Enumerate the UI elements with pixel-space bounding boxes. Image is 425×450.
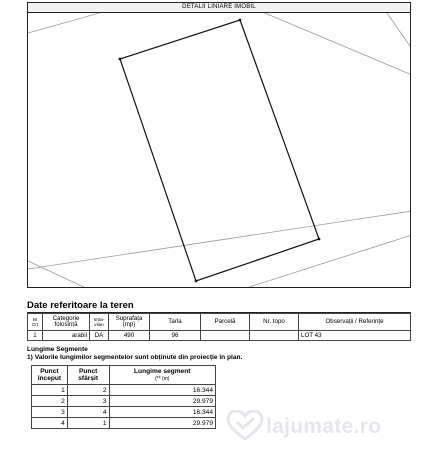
vertex-marker — [318, 238, 321, 241]
cell-intravilan: DA — [90, 331, 109, 341]
neighbor-line — [243, 235, 411, 288]
col-nr-crt: Nr Crt — [28, 314, 43, 331]
col-lungime-label: Lungime segment — [134, 367, 191, 375]
col-categorie: Categorie folosință — [43, 314, 90, 331]
col-tarla: Tarla — [150, 314, 201, 331]
teren-section-title: Date referitoare la teren — [27, 300, 134, 311]
vertex-marker — [239, 19, 242, 22]
cell-end: 3 — [67, 396, 109, 407]
teren-header-row — [28, 314, 411, 331]
cell-end: 4 — [67, 407, 109, 418]
table-row — [28, 331, 411, 341]
cell-observatii: LOT 43 — [299, 331, 411, 341]
col-lungime-unit: (** (m) — [155, 375, 170, 382]
cell-start: 1 — [32, 385, 68, 396]
parcel-map — [27, 2, 411, 288]
cell-categorie: arabil — [43, 331, 90, 341]
cell-start: 3 — [32, 407, 68, 418]
watermark — [226, 405, 422, 449]
neighbor-line — [241, 3, 411, 75]
cell-suprafata: 490 — [109, 331, 150, 341]
vertex-marker — [195, 280, 198, 283]
table-row — [32, 385, 216, 396]
cell-tarla: 96 — [150, 331, 201, 341]
parcel-drawing — [28, 3, 411, 288]
col-lungime — [109, 366, 216, 385]
segmente-note: 1) Valorile lungimilor segmentelor sunt obținute din proiecție în plan. — [27, 354, 243, 361]
parcel-outline — [120, 20, 319, 281]
segmente-table — [31, 365, 216, 429]
col-nr-topo: Nr. topo — [250, 314, 299, 331]
cell-length: 29.979 — [109, 418, 216, 429]
segmente-header-row — [32, 366, 216, 385]
cell-nr-crt: 1 — [28, 331, 43, 341]
neighbor-line — [28, 211, 411, 269]
cell-length: 29.979 — [109, 396, 216, 407]
cell-end: 1 — [67, 418, 109, 429]
vertex-marker — [119, 58, 122, 61]
cell-length: 16.344 — [109, 385, 216, 396]
cell-length: 16.344 — [109, 407, 216, 418]
cell-start: 2 — [32, 396, 68, 407]
neighbor-line — [28, 261, 88, 288]
cell-start: 4 — [32, 418, 68, 429]
col-intravilan: Intra- vilan — [90, 314, 109, 331]
cell-end: 2 — [67, 385, 109, 396]
segmente-title: Lungime Segmente — [27, 346, 88, 353]
table-row — [32, 418, 216, 429]
watermark-text: lajumate.ro — [266, 415, 382, 438]
cell-nr-topo — [250, 331, 299, 341]
teren-table — [27, 313, 411, 341]
table-row — [32, 407, 216, 418]
cell-parcela — [201, 331, 250, 341]
table-row — [32, 396, 216, 407]
map-title: DETALII LINIARE IMOBIL — [28, 3, 410, 13]
heart-logo-icon — [226, 410, 264, 442]
col-observatii: Observații / Referințe — [299, 314, 411, 331]
col-punct-sfarsit: Punct sfârșit — [67, 366, 109, 385]
col-suprafata: Suprafața (mp) — [109, 314, 150, 331]
col-punct-inceput: Punct început — [32, 366, 68, 385]
col-parcela: Parcelă — [201, 314, 250, 331]
